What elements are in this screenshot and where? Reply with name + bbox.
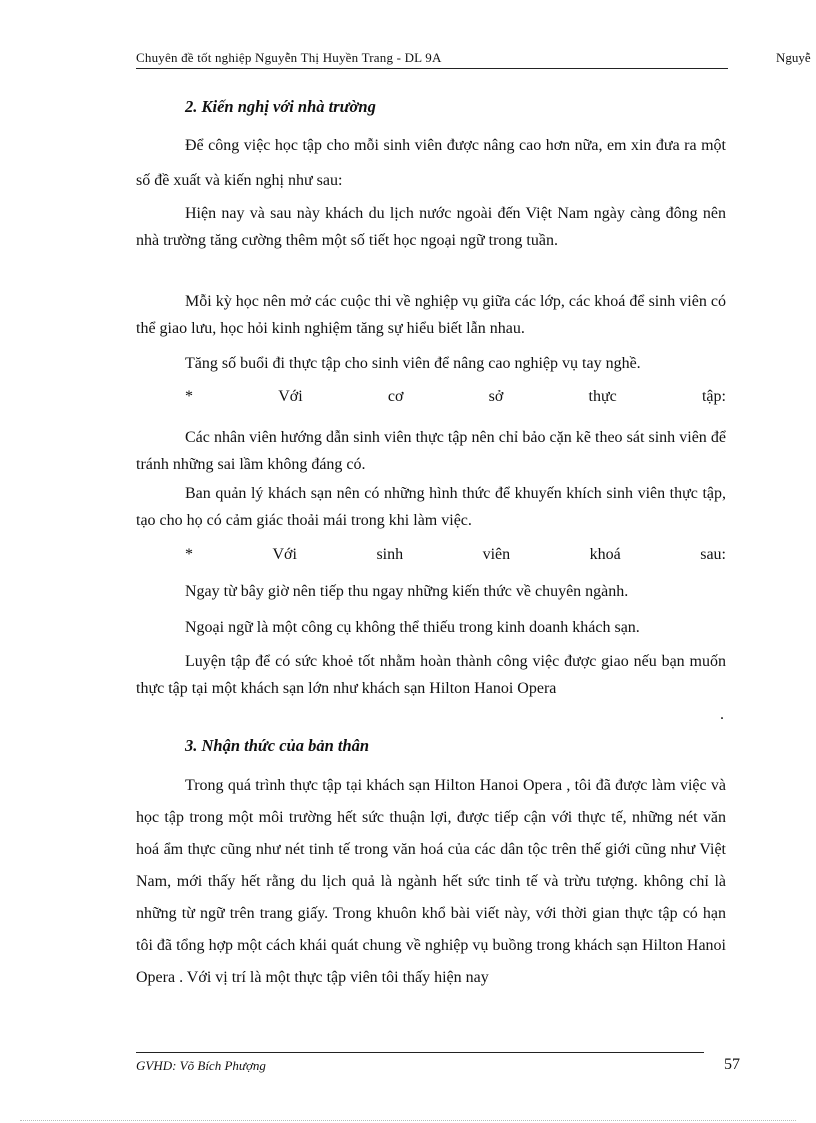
paragraph: Mỗi kỳ học nên mở các cuộc thi về nghiệp vụ giữa các lớp, các khoá để sinh viên có thể giao lưu, học hỏi kinh nghiệm tăng sự hiểu biết lẫn nhau. bbox=[136, 293, 726, 337]
word: khoá bbox=[589, 546, 621, 563]
subheading-later-students bbox=[136, 546, 726, 564]
word: Với bbox=[272, 546, 297, 563]
running-header-right: Nguyễ bbox=[776, 50, 811, 65]
word: viên bbox=[482, 546, 511, 563]
page-number: 57 bbox=[724, 1056, 740, 1073]
trailing-period: . bbox=[720, 706, 724, 723]
page-edge-divider bbox=[20, 1120, 796, 1121]
word: * bbox=[185, 546, 193, 563]
word: thực bbox=[588, 388, 617, 405]
paragraph: Để công việc học tập cho mỗi sinh viên được nâng cao hơn nữa, em xin đưa ra một số đề xuất và kiến nghị như sau: bbox=[136, 137, 726, 189]
paragraph: Hiện nay và sau này khách du lịch nước ngoài đến Việt Nam ngày càng đông nên nhà trường tăng cường thêm một số tiết học ngoại ngữ trong tuần. bbox=[136, 205, 726, 249]
running-header: Chuyên đề tốt nghiệp Nguyễn Thị Huyền Trang - DL 9A bbox=[136, 50, 442, 65]
word: sở bbox=[488, 388, 504, 405]
word: tập: bbox=[701, 388, 726, 405]
subheading-practice-site bbox=[136, 388, 726, 406]
paragraph: Trong quá trình thực tập tại khách sạn Hilton Hanoi Opera , tôi đã được làm việc và học tập trong một môi trường hết sức thuận lợi, được tiếp cận với thực tế, những nét văn hoá ẩm thực cũng như nét tinh tế trong văn hoá của các dân tộc trên thế giới cũng như Việt Nam, mới thấy hết rằng du lịch quả là ngành hết sức tinh tế và trừu tượng. không chỉ là những từ ngữ trên trang giấy. Trong khuôn khổ bài viết này, với thời gian thực tập có hạn tôi đã tổng hợp một cách khái quát chung về nghiệp vụ buồng trong khách sạn Hilton Hanoi Opera . Với vị trí là một thực tập viên tôi thấy hiện nay bbox=[136, 777, 726, 986]
paragraph: Ngay từ bây giờ nên tiếp thu ngay những kiến thức về chuyên ngành. bbox=[185, 583, 629, 600]
paragraph: Luyện tập để có sức khoẻ tốt nhằm hoàn thành công việc được giao nếu bạn muốn thực tập tại một khách sạn lớn như khách sạn Hilton Hanoi Opera bbox=[136, 653, 726, 697]
word: sinh bbox=[376, 546, 404, 563]
header-rule bbox=[136, 68, 728, 69]
word: sau: bbox=[700, 546, 726, 563]
word: Với bbox=[278, 388, 303, 405]
paragraph: Ban quản lý khách sạn nên có những hình thức để khuyến khích sinh viên thực tập, tạo cho họ có cảm giác thoải mái trong khi làm việc. bbox=[136, 485, 726, 529]
section-2-heading: 2. Kiến nghị với nhà trường bbox=[185, 97, 376, 116]
paragraph: Tăng số buổi đi thực tập cho sinh viên để nâng cao nghiệp vụ tay nghề. bbox=[185, 355, 641, 372]
paragraph: Các nhân viên hướng dẫn sinh viên thực tập nên chỉ bảo cặn kẽ theo sát sinh viên để tránh những sai lầm không đáng có. bbox=[136, 429, 726, 473]
word: cơ bbox=[387, 388, 404, 405]
section-3-heading: 3. Nhận thức của bản thân bbox=[185, 736, 370, 755]
paragraph: Ngoại ngữ là một công cụ không thể thiếu trong kinh doanh khách sạn. bbox=[185, 619, 640, 636]
word: * bbox=[185, 388, 193, 405]
footer-rule bbox=[136, 1052, 704, 1053]
footer-advisor: GVHD: Võ Bích Phượng bbox=[136, 1058, 266, 1073]
